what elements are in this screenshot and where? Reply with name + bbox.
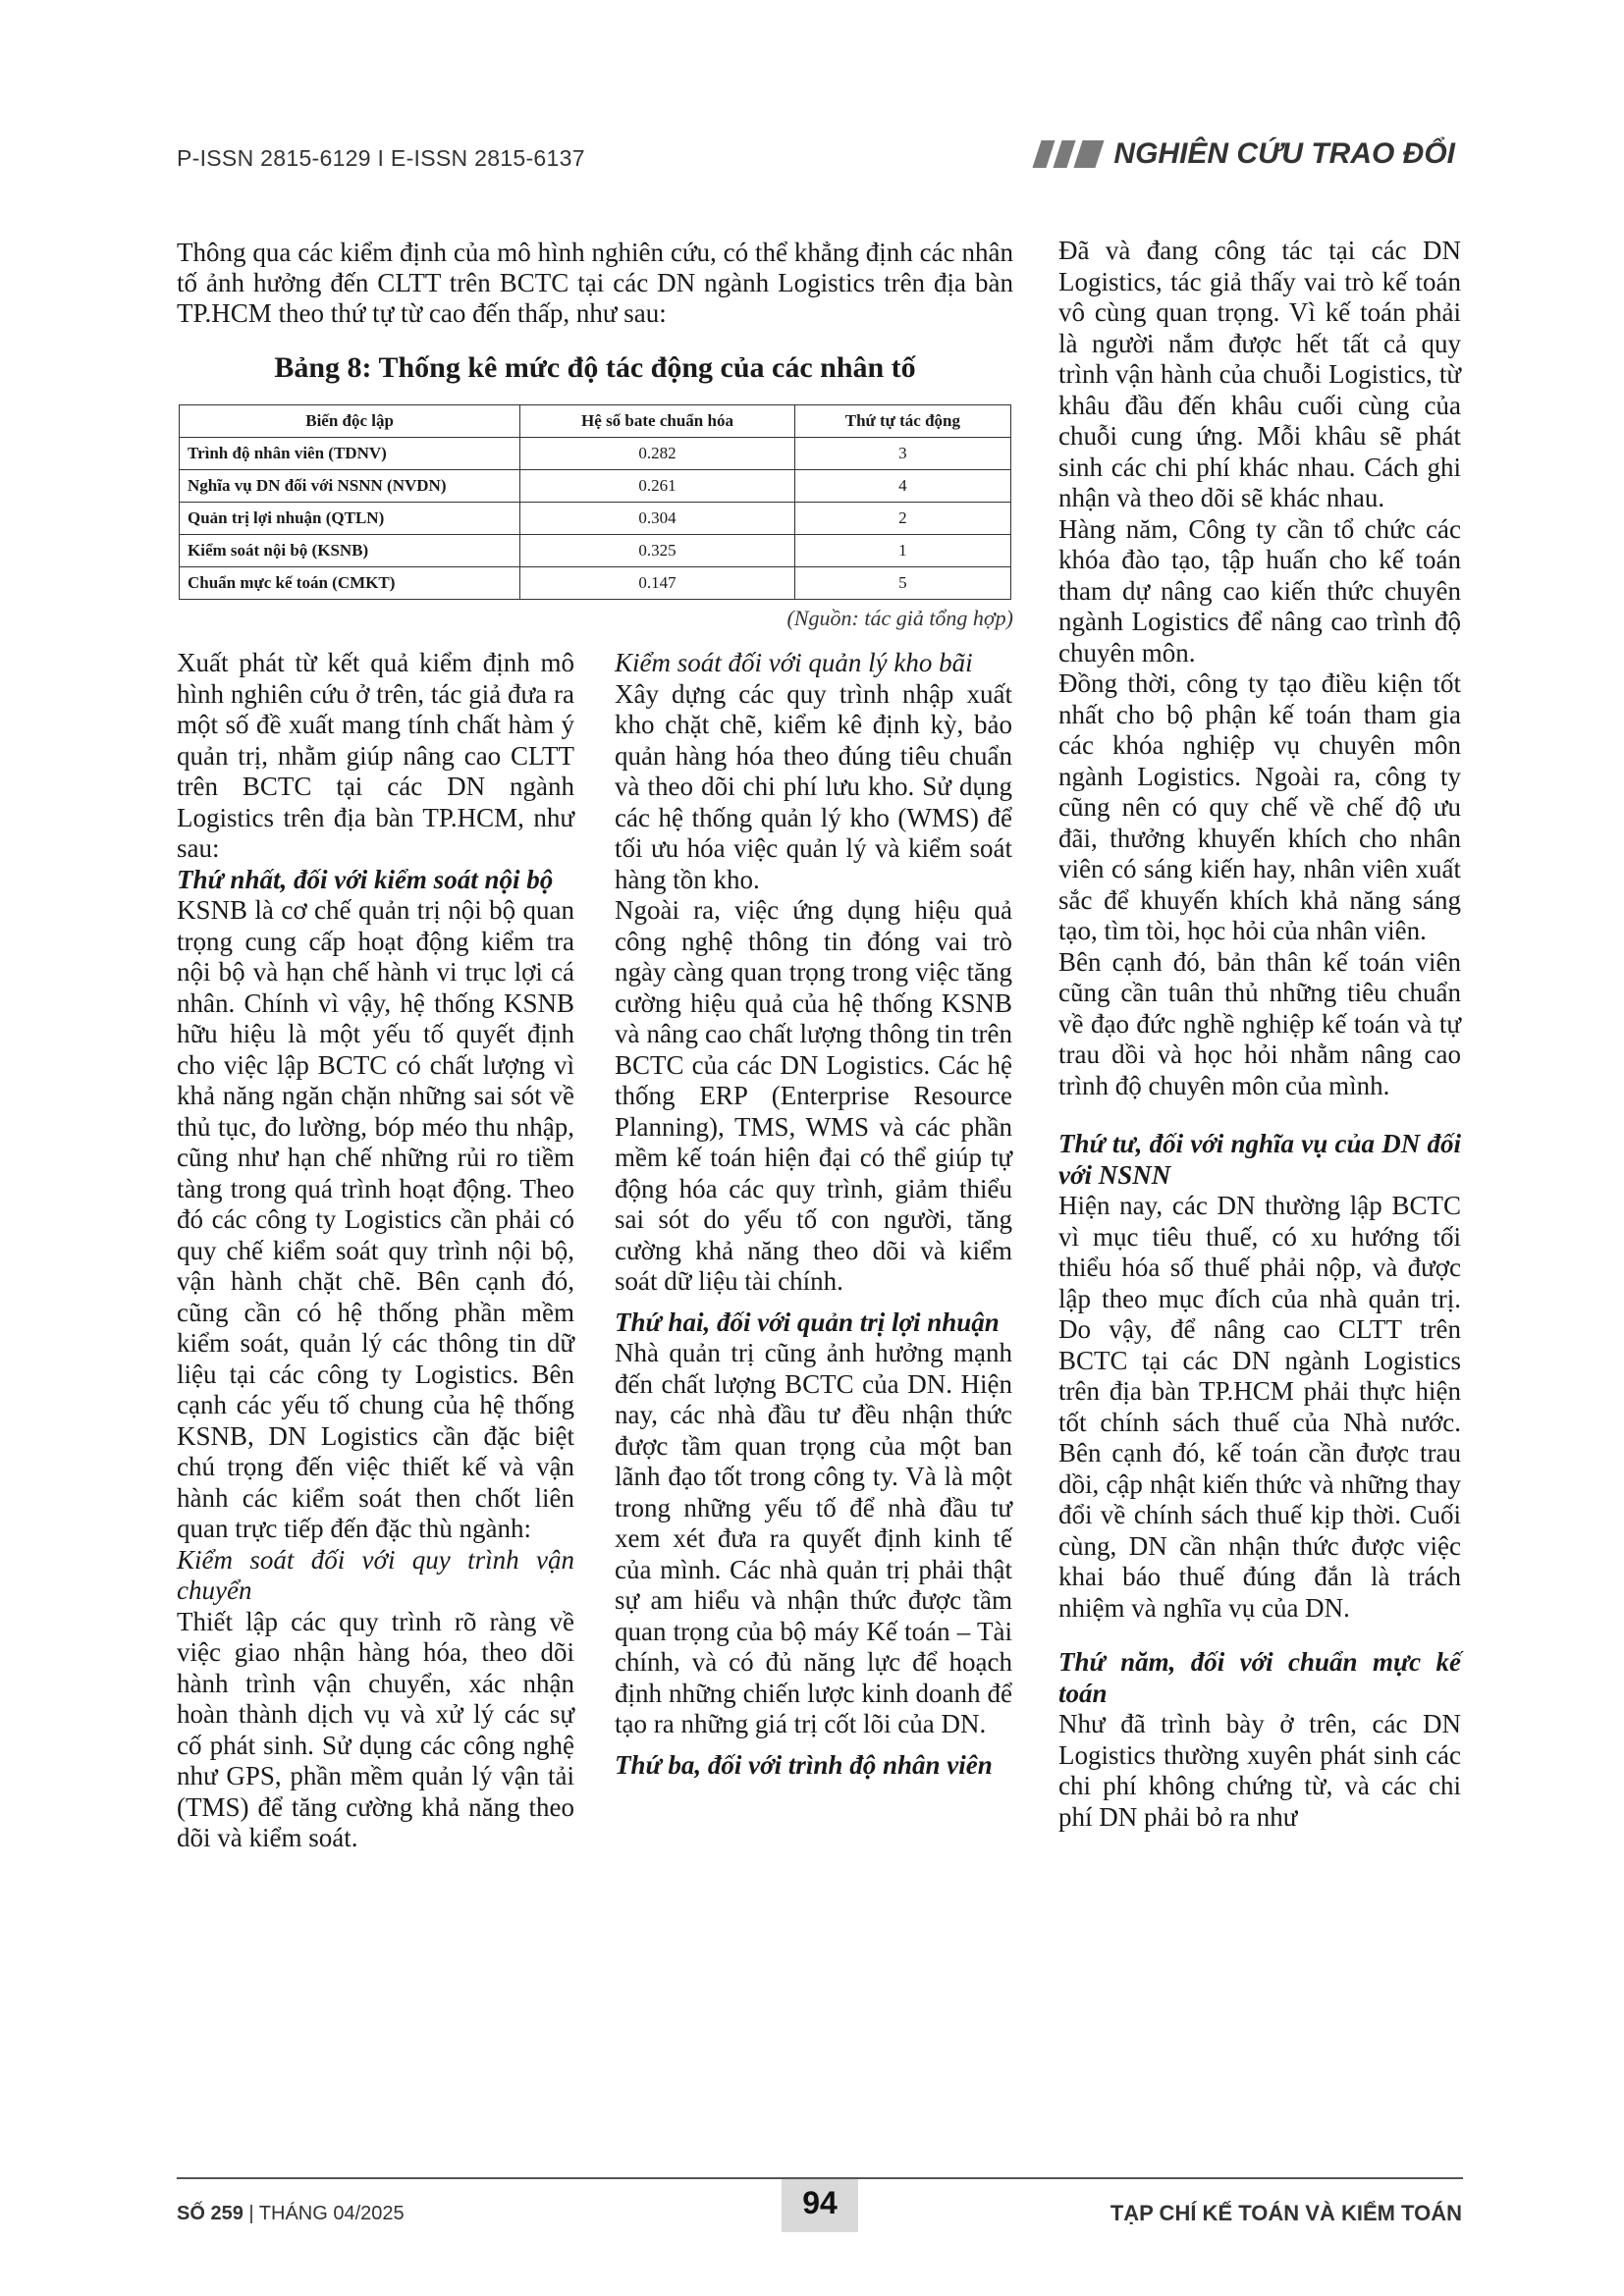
paragraph: KSNB là cơ chế quản trị nội bộ quan trọng cung cấp hoạt động kiểm tra nội bộ và hạn chế hành vi trục lợi cá nhân. Chính vì vậy, hệ thống KSNB hữu hiệu là một yếu tố quyết định cho việc lập BCTC có chất lượng vì khả năng ngăn chặn những sai sót về thủ tục, đo lường, bóp méo thu nhập, cũng như hạn chế những rủi ro tiềm tàng trong quá trình hoạt động. Theo đó các công ty Logistics cần phải có quy chế kiểm soát quy trình nội bộ, vận hành chặt chẽ. Bên cạnh đó, cũng cần có hệ thống phần mềm kiểm soát, quản lý các thông tin dữ liệu tại các công ty Logistics. Bên cạnh các yếu tố chung của hệ thống KSNB, DN Logistics cần đặc biệt chú trọng đến việc thiết kế và vận hành các kiểm soát then chốt liên quan trực tiếp đến đặc thù ngành: [177,895,574,1543]
table-row [180,438,1011,470]
section-heading: Thứ năm, đối với chuẩn mực kế toán [1058,1647,1461,1708]
section-heading: Thứ nhất, đối với kiểm soát nội bộ [177,864,554,894]
paragraph: Đã và đang công tác tại các DN Logistics, tác giả thấy vai trò kế toán vô cùng quan trọng. Vì kế toán phải là người nắm được hết tất cả quy trình vận hành của chuỗi Logistics, từ khâu đầu đến khâu cuối cùng của chuỗi cung ứng. Mỗi khâu sẽ phát sinh các chi phí khác nhau. Cách ghi nhận và theo dõi sẽ khác nhau. [1058,236,1461,512]
text-column-2 [615,648,1012,1781]
table-cell: 3 [794,438,1010,470]
paragraph: Xây dựng các quy trình nhập xuất kho chặt chẽ, kiểm kê định kỳ, bảo quản hàng hóa theo đúng tiêu chuẩn và theo dõi chi phí lưu kho. Sử dụng các hệ thống quản lý kho (WMS) để tối ưu hóa việc quản lý và kiểm soát hàng tồn kho. [615,678,1012,894]
table-cell: 4 [794,470,1010,503]
paragraph: Ngoài ra, việc ứng dụng hiệu quả công nghệ thông tin đóng vai trò ngày càng quan trọng trong việc tăng cường hiệu quả của hệ thống KSNB và nâng cao chất lượng thông tin trên BCTC của các DN Logistics. Các hệ thống ERP (Enterprise Resource Planning), TMS, WMS và các phần mềm kế toán hiện đại có thể giúp tự động hóa các quy trình, giảm thiểu sai sót do yếu tố con người, tăng cường khả năng theo dõi và kiểm soát dữ liệu tài chính. [615,895,1012,1296]
subheading: Kiểm soát đối với quản lý kho bãi [615,648,973,677]
table-cell: 1 [794,535,1010,567]
table-header-row [180,405,1011,438]
table-row [180,503,1011,535]
table-cell: Chuẩn mực kế toán (CMKT) [180,567,520,600]
table-title: Bảng 8: Thống kê mức độ tác động của các nhân tố [274,351,916,384]
section-heading: Thứ hai, đối với quản trị lợi nhuận [615,1307,1000,1337]
subheading: Kiểm soát đối với quy trình vận chuyển [177,1544,574,1605]
table-header: Biến độc lập [180,405,520,438]
table-cell: 0.282 [520,438,795,470]
journal-name: TẠP CHÍ KẾ TOÁN VÀ KIỂM TOÁN [1110,2201,1462,2225]
table-cell: Trình độ nhân viên (TDNV) [180,438,520,470]
paragraph: Nhà quản trị cũng ảnh hưởng mạnh đến chất lượng BCTC của DN. Hiện nay, các nhà đầu tư đều nhận thức được tầm quan trọng của một ban lãnh đạo tốt trong công ty. Và là một trong những yếu tố để nhà đầu tư xem xét đưa ra quyết định kinh tế của mình. Các nhà quản trị phải thật sự am hiểu và nhận thức được tầm quan trọng của bộ máy Kế toán – Tài chính, và có đủ năng lực để hoạch định những chiến lược kinh doanh để tạo ra những giá trị cốt lõi của DN. [615,1338,1012,1738]
table-cell: Quản trị lợi nhuận (QTLN) [180,503,520,535]
paragraph: Đồng thời, công ty tạo điều kiện tốt nhất cho bộ phận kế toán tham gia các khóa nghiệp vụ chuyên môn ngành Logistics. Ngoài ra, công ty cũng nên có quy chế về chế độ ưu đãi, thưởng khuyến khích cho nhân viên có sáng kiến hay, nhân viên xuất sắc để khuyến khích khả năng sáng tạo, tìm tòi, học hỏi của nhân viên. [1058,668,1461,945]
table-cell: Kiểm soát nội bộ (KSNB) [180,535,520,567]
stats-table [179,404,1011,600]
table-row [180,567,1011,600]
table-cell: 0.261 [520,470,795,503]
table-row [180,535,1011,567]
intro-paragraph: Thông qua các kiểm định của mô hình nghiên cứu, có thể khẳng định các nhân tố ảnh hưởng đến CLTT trên BCTC tại các DN ngành Logistics trên địa bàn TP.HCM theo thứ tự từ cao đến thấp, như sau: [177,238,1013,328]
paragraph: Như đã trình bày ở trên, các DN Logistics thường xuyên phát sinh các chi phí không chứng từ, và các chi phí DN phải bỏ ra như [1058,1709,1461,1832]
table-header: Thứ tự tác động [794,405,1010,438]
table-cell: 0.325 [520,535,795,567]
paragraph: Hàng năm, Công ty cần tổ chức các khóa đào tạo, tập huấn cho kế toán tham dự nâng cao kiến thức chuyên ngành Logistics để nâng cao trình độ chuyên môn. [1058,513,1461,667]
text-column-1 [177,648,574,1854]
section-heading: Thứ tư, đối với nghĩa vụ của DN đối với NSNN [1058,1129,1461,1190]
section-banner [1037,137,1455,171]
text-column-3 [1058,236,1461,1833]
issue-number: SỐ 259 [177,2203,244,2224]
table-cell: 2 [794,503,1010,535]
table-source: (Nguồn: tác giả tổng hợp) [786,606,1013,630]
paragraph: Xuất phát từ kết quả kiểm định mô hình nghiên cứu ở trên, tác giả đưa ra một số đề xuất mang tính chất hàm ý quản trị, nhằm giúp nâng cao CLTT trên BCTC tại các DN ngành Logistics trên địa bàn TP.HCM, như sau: [177,648,574,863]
table-row [180,470,1011,503]
banner-bars-icon [1037,140,1100,168]
paragraph: Thiết lập các quy trình rõ ràng về việc giao nhận hàng hóa, theo dõi hành trình vận chuyển, xác nhận hoàn thành dịch vụ và xử lý các sự cố phát sinh. Sử dụng các công nghệ như GPS, phần mềm quản lý vận tải (TMS) để tăng cường khả năng theo dõi và kiểm soát. [177,1606,574,1852]
paragraph: Bên cạnh đó, bản thân kế toán viên cũng cần tuân thủ những tiêu chuẩn về đạo đức nghề nghiệp kế toán và tự trau dồi và học hỏi nhằm nâng cao trình độ chuyên môn của mình. [1058,946,1461,1100]
paragraph: Hiện nay, các DN thường lập BCTC vì mục tiêu thuế, có xu hướng tối thiểu hóa số thuế phải nộp, và được lập theo mục đích của nhà quản trị. Do vậy, để nâng cao CLTT trên BCTC tại các DN ngành Logistics trên địa bàn TP.HCM phải thực hiện tốt chính sách thuế của Nhà nước. Bên cạnh đó, kế toán cần được trau dồi, cập nhật kiến thức và những thay đổi về chính sách thuế kịp thời. Cuối cùng, DN cần nhận thức được việc khai báo thuế đúng đắn là trách nhiệm và nghĩa vụ của DN. [1058,1191,1461,1623]
section-title: NGHIÊN CỨU TRAO ĐỔI [1113,137,1455,170]
table-cell: 0.304 [520,503,795,535]
issue-month: | THÁNG 04/2025 [248,2203,405,2224]
issn-line: P-ISSN 2815-6129 I E-ISSN 2815-6137 [177,145,585,171]
page-number: 94 [802,2185,838,2220]
section-heading: Thứ ba, đối với trình độ nhân viên [615,1749,993,1780]
table-cell: 0.147 [520,567,795,600]
table-cell: Nghĩa vụ DN đối với NSNN (NVDN) [180,470,520,503]
footer-issue [177,2203,405,2225]
table-header: Hệ số bate chuẩn hóa [520,405,795,438]
table-cell: 5 [794,567,1010,600]
